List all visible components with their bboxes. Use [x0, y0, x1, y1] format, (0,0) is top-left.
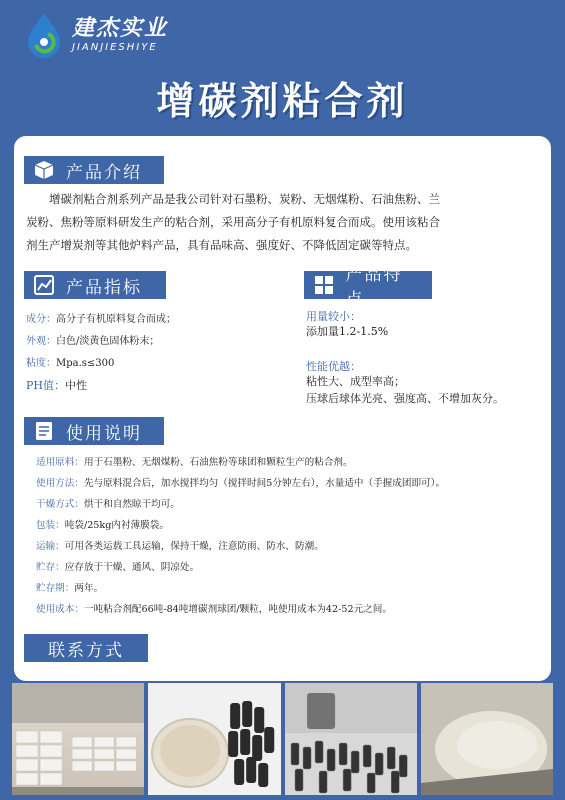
section-title: 产品介绍	[66, 162, 142, 183]
usage-row: 运输：可用各类运载工具运输，保持干燥，注意防雨、防水、防潮。	[36, 541, 324, 552]
box-icon	[30, 156, 58, 184]
spec-row: 外观：白色/淡黄色固体粉末；	[26, 336, 160, 347]
brand-name-en: JIANJIESHIYE	[72, 42, 158, 53]
powder-sample-photo	[421, 683, 553, 795]
usage-row: 干燥方式：烘干和自然晾干均可。	[36, 499, 180, 510]
section-header-usage	[24, 417, 164, 445]
graphite-rods-photo	[285, 683, 417, 795]
section-header-intro	[24, 156, 164, 184]
usage-row: 适用原料：用于石墨粉、无烟煤粉、石油焦粉等球团和颗粒生产的粘合剂。	[36, 457, 353, 468]
feature-key: 性能优越：	[306, 360, 361, 373]
company-logo	[22, 8, 168, 62]
grid-icon	[310, 271, 337, 299]
section-header-features	[304, 265, 432, 310]
chart-icon	[30, 271, 58, 299]
usage-row: 贮存期：两年。	[36, 583, 104, 594]
section-title: 产品特点	[345, 265, 403, 310]
feature-value: 粘性大、成型率高；	[306, 375, 405, 388]
document-icon	[30, 417, 58, 445]
spec-row: 成分：高分子有机原料复合而成；	[26, 314, 176, 325]
intro-paragraph	[26, 188, 542, 257]
section-title: 产品指标	[66, 277, 142, 298]
section-header-contact	[24, 634, 148, 662]
content-panel	[14, 136, 551, 681]
water-drop-logo-icon	[22, 11, 66, 59]
feature-key: 用量较小：	[306, 310, 361, 323]
usage-row: 使用方法：先与原料混合后，加水搅拌均匀（搅拌时间5分钟左右），水量适中（手握成团即可）。	[36, 478, 446, 489]
spec-row: PH值：中性	[26, 379, 87, 392]
usage-row: 包装：吨袋/25kg内衬薄膜袋。	[36, 520, 169, 531]
usage-row: 贮存：应存放于干燥、通风、阴凉处。	[36, 562, 200, 573]
section-title: 使用说明	[66, 423, 142, 444]
section-header-specs	[24, 271, 166, 299]
intro-line: 剂生产增炭剂等其他炉料产品，具有品味高、强度好、不降低固定碳等特点。	[26, 238, 417, 252]
intro-line: 炭粉、焦粉等原料研发生产的粘合剂，采用高分子有机原料复合而成。使用该粘合	[26, 215, 440, 229]
section-title: 联系方式	[48, 640, 124, 661]
product-photo-strip	[12, 683, 553, 795]
feature-value: 压球后球体光亮、强度高、不增加灰分。	[306, 392, 504, 405]
intro-line: 增碳剂粘合剂系列产品是我公司针对石墨粉、炭粉、无烟煤粉、石油焦粉、兰	[49, 192, 440, 206]
usage-row: 使用成本：一吨粘合剂配66吨-84吨增碳剂球团/颗粒，吨使用成本为42-52元之间。	[36, 604, 392, 615]
page-title: 增碳剂粘合剂	[156, 78, 409, 123]
feature-value: 添加量1.2-1.5%	[306, 325, 389, 338]
spec-row: 粘度：Mpa.s≤300	[26, 358, 115, 369]
powder-and-pellets-photo	[148, 683, 280, 795]
brand-name-cn: 建杰实业	[72, 16, 169, 41]
warehouse-bags-photo	[12, 683, 144, 795]
